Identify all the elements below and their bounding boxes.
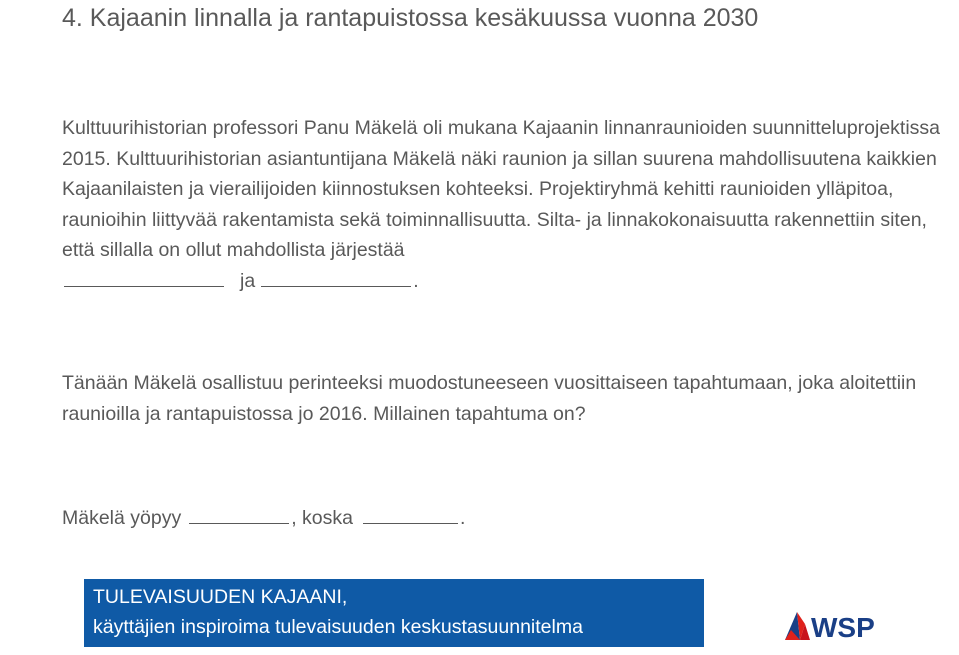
fill-in-blank-1[interactable] <box>64 268 224 287</box>
stay-text-end: . <box>460 507 466 529</box>
stay-paragraph <box>62 503 942 534</box>
sentence-end: . <box>413 269 419 292</box>
footer-banner <box>84 579 704 647</box>
fill-in-blank-2[interactable] <box>261 268 411 287</box>
intro-paragraph <box>62 113 942 296</box>
footer-title: TULEVAISUUDEN KAJAANI, <box>93 586 348 608</box>
wsp-logo <box>783 604 883 644</box>
fill-in-blank-3[interactable] <box>189 505 289 524</box>
connector-text: ja <box>240 269 256 292</box>
intro-text: Kulttuurihistorian professori Panu Mäkelä oli mukana Kajaanin linnanraunioiden suunnitteluprojektissa 2015. Kulttuurihistorian asiantuntijana Mäkelä näki raunion ja sillan suurena mahdollisuutena kaikkien Kajaanilaisten ja vierailijoiden kiinnostuksen kohteeksi. Projektiryhmä kehitti raunioiden ylläpitoa, raunioihin liittyvää rakentamista sekä toiminnallisuutta. Silta- ja linnakokonaisuutta rakennettiin siten, että sillalla on ollut mahdollista järjestää <box>62 117 941 261</box>
fill-in-blank-4[interactable] <box>363 505 458 524</box>
stay-text-middle: , koska <box>291 507 353 529</box>
wsp-logo-text: WSP <box>811 612 875 643</box>
event-paragraph: Tänään Mäkelä osallistuu perinteeksi muodostuneeseen vuosittaiseen tapahtumaan, joka aloitettiin raunioilla ja rantapuistossa jo 2016. Millainen tapahtuma on? <box>62 372 917 425</box>
wsp-logo-icon <box>785 612 810 640</box>
footer-subtitle: käyttäjien inspiroima tulevaisuuden keskustasuunnitelma <box>93 616 583 638</box>
page-title: 4. Kajaanin linnalla ja rantapuistossa kesäkuussa vuonna 2030 <box>62 4 759 32</box>
stay-text-start: Mäkelä yöpyy <box>62 507 182 529</box>
